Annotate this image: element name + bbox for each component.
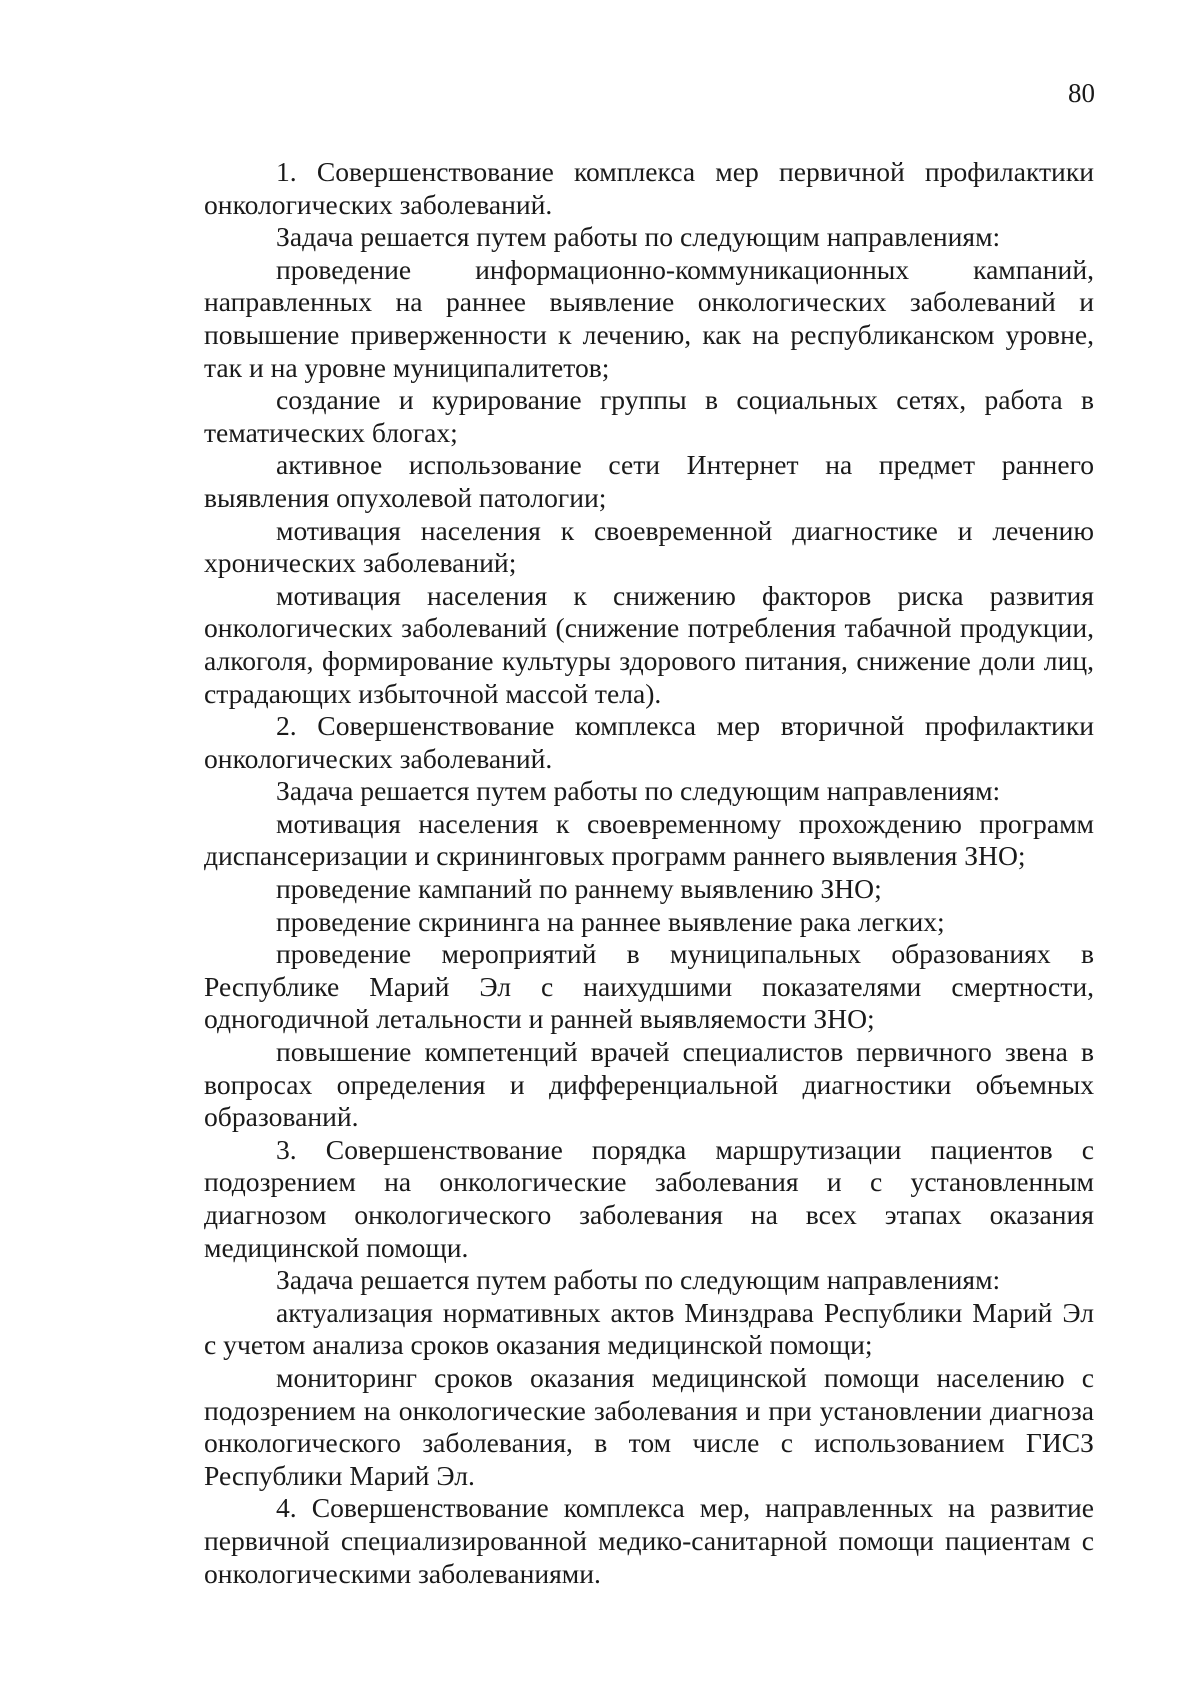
- paragraph: Задача решается путем работы по следующим направлениям:: [276, 1264, 1001, 1296]
- paragraph: актуализация нормативных актов Минздрава Республики Марий Эл с учетом анализа сроков оказания медицинской помощи;: [204, 1296, 1094, 1361]
- paragraph: 1. Совершенствование комплекса мер первичной профилактики онкологических заболеваний.: [204, 156, 1094, 220]
- paragraph: Задача решается путем работы по следующим направлениям:: [276, 221, 1001, 253]
- paragraph: повышение компетенций врачей специалистов первичного звена в вопросах определения и дифференциальной диагностики объемных образований.: [204, 1036, 1094, 1133]
- paragraph: проведение скрининга на раннее выявление рака легких;: [276, 905, 945, 937]
- paragraph: активное использование сети Интернет на предмет раннего выявления опухолевой патологии;: [204, 449, 1094, 513]
- paragraph: мотивация населения к своевременному прохождению программ диспансеризации и скрининговых программ раннего выявления ЗНО;: [204, 807, 1094, 872]
- page-number: 80: [1068, 78, 1095, 108]
- paragraph: мотивация населения к снижению факторов риска развития онкологических заболеваний (снижение потребления табачной продукции, алкоголя, формирование культуры здорового питания, снижение доли лиц, страдающих избыточной массой тела).: [204, 579, 1094, 709]
- paragraph: мониторинг сроков оказания медицинской помощи населению с подозрением на онкологические заболевания и при установлении диагноза онкологического заболевания, в том числе с использованием ГИСЗ Республики Марий Эл.: [204, 1361, 1094, 1491]
- paragraph: проведение информационно-коммуникационных кампаний, направленных на раннее выявление онкологических заболеваний и повышение приверженности к лечению, как на республиканском уровне, так и на уровне муниципалитетов;: [204, 253, 1094, 383]
- paragraph: проведение кампаний по раннему выявлению ЗНО;: [276, 873, 882, 905]
- paragraph: проведение мероприятий в муниципальных образованиях в Республике Марий Эл с наихудшими показателями смертности, одногодичной летальности и ранней выявляемости ЗНО;: [204, 938, 1094, 1035]
- paragraph: Задача решается путем работы по следующим направлениям:: [276, 775, 1001, 807]
- paragraph: мотивация населения к своевременной диагностике и лечению хронических заболеваний;: [204, 514, 1094, 579]
- document-body: [204, 156, 1094, 1590]
- paragraph: 4. Совершенствование комплекса мер, направленных на развитие первичной специализированной медико-санитарной помощи пациентам с онкологическими заболеваниями.: [204, 1492, 1094, 1589]
- paragraph: 3. Совершенствование порядка маршрутизации пациентов с подозрением на онкологические заболевания и с установленным диагнозом онкологического заболевания на всех этапах оказания медицинской помощи.: [204, 1133, 1094, 1263]
- paragraph: создание и курирование группы в социальных сетях, работа в тематических блогах;: [204, 384, 1094, 448]
- paragraph: 2. Совершенствование комплекса мер вторичной профилактики онкологических заболеваний.: [204, 710, 1094, 774]
